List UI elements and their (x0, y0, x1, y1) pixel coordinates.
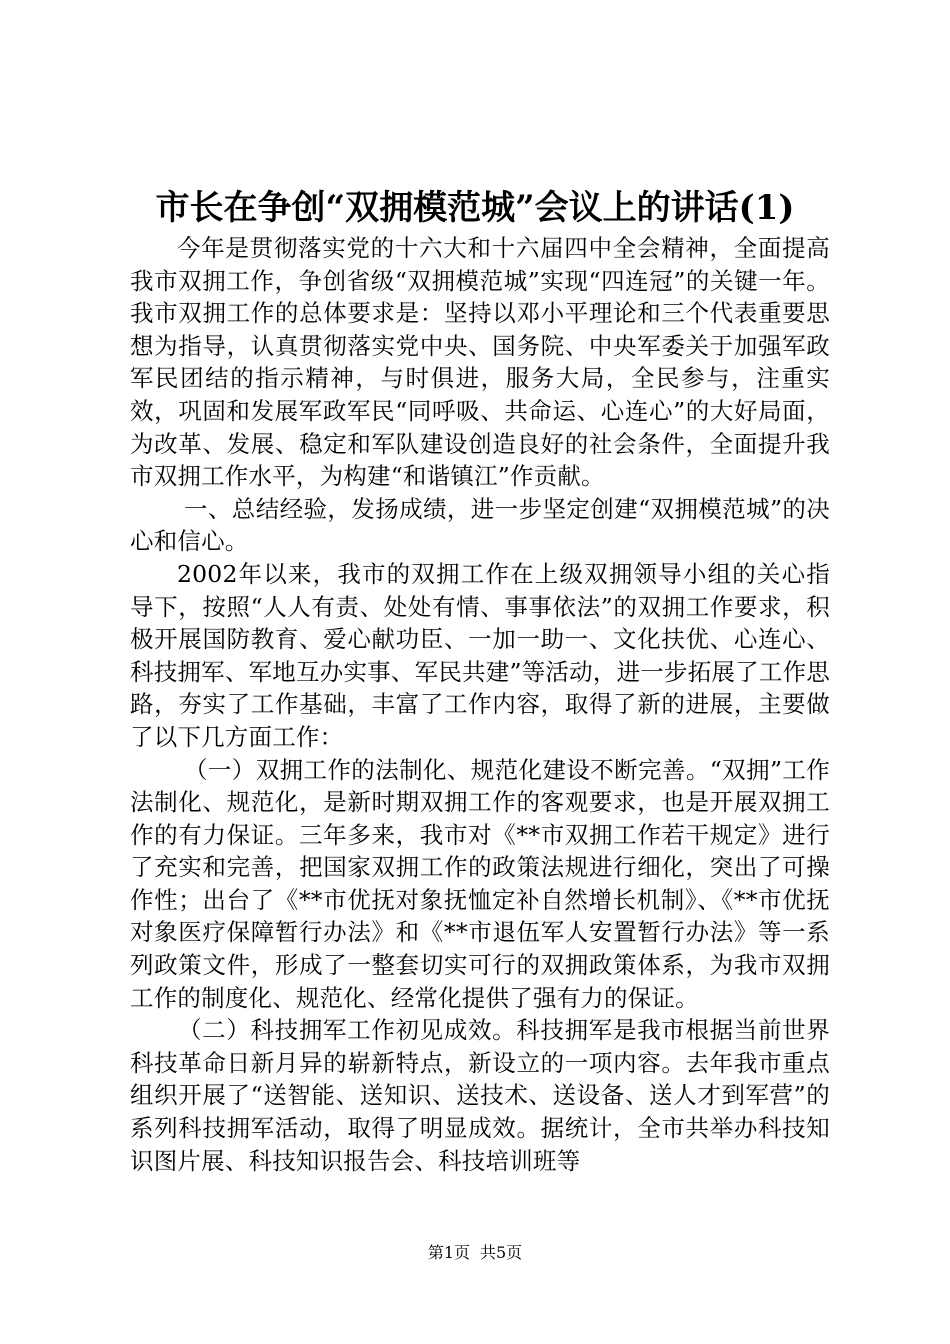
total-pages: 共5页 (480, 1243, 523, 1262)
paragraph-subsection-1: （一）双拥工作的法制化、规范化建设不断完善。“双拥”工作法制化、规范化，是新时期双拥工作的客观要求，也是开展双拥工作的有力保证。三年多来，我市对《**市双拥工作若干规定》进行了充实和完善，把国家双拥工作的政策法规进行细化，突出了可操作性；出台了《**市优抚对象抚恤定补自然增长机制》、《**市优抚对象医疗保障暂行办法》和《**市退伍军人安置暂行办法》等一系列政策文件，形成了一整套切实可行的双拥政策体系，为我市双拥工作的制度化、规范化、经常化提供了强有力的保证。 (130, 755, 830, 1012)
paragraph-review: 2002年以来，我市的双拥工作在上级双拥领导小组的关心指导下，按照“人人有责、处处有情、事事依法”的双拥工作要求，积极开展国防教育、爱心献功臣、一加一助一、文化扶优、心连心、科技拥军、军地互办实事、军民共建”等活动，进一步拓展了工作思路，夯实了工作基础，丰富了工作内容，取得了新的进展，主要做了以下几方面工作： (130, 559, 830, 751)
paragraph-subsection-2: （二）科技拥军工作初见成效。科技拥军是我市根据当前世界科技革命日新月异的崭新特点，新设立的一项内容。去年我市重点组织开展了“送智能、送知识、送技术、送设备、送人才到军营”的系列科技拥军活动，取得了明显成效。据统计，全市共举办科技知识图片展、科技知识报告会、科技培训班等 (130, 1016, 830, 1175)
paragraph-intro: 今年是贯彻落实党的十六大和十六届四中全会精神，全面提高我市双拥工作，争创省级“双拥模范城”实现“四连冠”的关键一年。我市双拥工作的总体要求是：坚持以邓小平理论和三个代表重要思想为指导，认真贯彻落实党中央、国务院、中央军委关于加强军政军民团结的指示精神，与时俱进，服务大局，全民参与，注重实效，巩固和发展军政军民“同呼吸、共命运、心连心”的大好局面，为改革、发展、稳定和军队建设创造良好的社会条件，全面提升我市双拥工作水平，为构建“和谐镇江”作贡献。 (130, 234, 830, 491)
section-heading-1: 一、总结经验，发扬成绩，进一步坚定创建“双拥模范城”的决心和信心。 (130, 494, 830, 556)
page-number: 第1页 (427, 1243, 470, 1262)
document-title: 市长在争创“双拥模范城”会议上的讲话(1) (155, 188, 795, 228)
document-body (130, 232, 830, 1177)
page-footer (0, 1242, 950, 1264)
